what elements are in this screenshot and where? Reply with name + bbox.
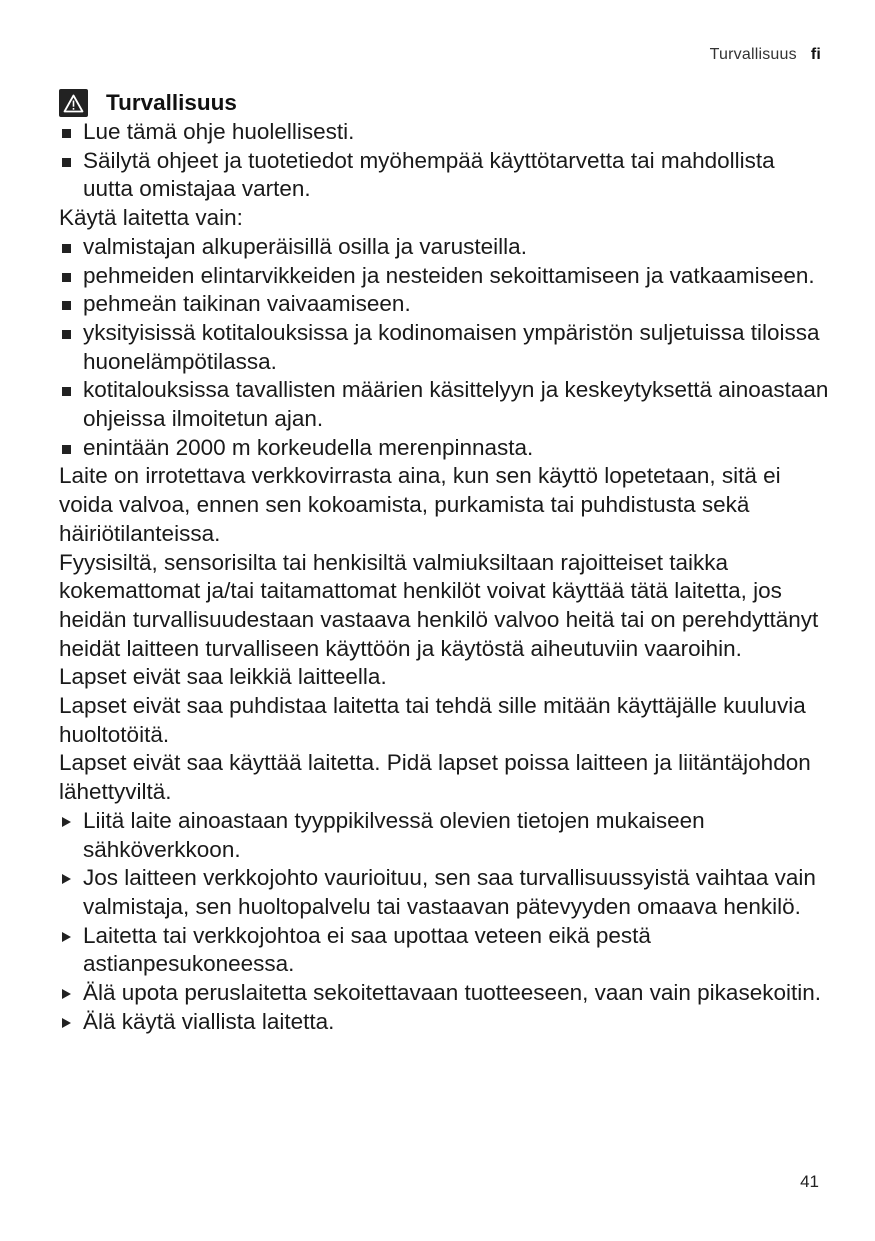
arrow-bullet-icon [62,989,71,999]
square-bullet-icon [62,445,71,454]
arrow-bullet-icon [62,874,71,884]
instruction-item [59,864,829,921]
paragraph: Fyysisiltä, sensorisilta tai henkisiltä valmiuksiltaan rajoitteiset taikka kokemattomat ja/tai taitamattomat henkilöt voivat käyttää tätä laitetta, jos heidän turvallisuudestaan vastaava henkilö valvoo heitä tai on perehdyttänyt heidät laitteen turvalliseen käyttöön ja käytöstä aiheutuviin vaaroihin. [59,549,819,661]
arrow-bullet-icon [62,1018,71,1028]
list-item [59,262,829,291]
list-item [59,233,829,262]
square-bullet-icon [62,244,71,253]
instruction-item [59,922,829,979]
header-language-code: fi [810,46,821,63]
square-bullet-icon [62,330,71,339]
list-item-text: pehmeän taikinan vaivaamiseen. [83,291,411,317]
square-bullet-icon [62,273,71,282]
list-item-text: Säilytä ohjeet ja tuotetiedot myöhempää käyttötarvetta tai mahdollista uutta omistajaa varten. [83,147,775,202]
safety-section [59,88,829,1037]
paragraph: Käytä laitetta vain: [59,205,243,231]
arrow-bullet-icon [62,817,71,827]
warning-icon [59,89,88,117]
instruction-text: Liitä laite ainoastaan tyyppikilvessä olevien tietojen mukaiseen sähköverkkoon. [83,807,705,862]
instruction-item [59,1008,829,1037]
instruction-item [59,979,829,1008]
square-bullet-icon [62,129,71,138]
arrow-bullet-icon [62,932,71,942]
list-item [59,147,829,204]
page-number: 41 [800,1172,819,1191]
list-item-text: valmistajan alkuperäisillä osilla ja varusteilla. [83,233,527,259]
list-item-text: kotitalouksissa tavallisten määrien käsittelyyn ja keskeytyksettä ainoastaan ohjeissa ilmoitetun ajan. [83,377,829,432]
square-bullet-icon [62,301,71,310]
header-section-title: Turvallisuus [709,46,797,63]
paragraph: Lapset eivät saa käyttää laitetta. Pidä lapset poissa laitteen ja liitäntäjohdon lähettyviltä. [59,750,811,805]
instruction-text: Älä upota peruslaitetta sekoitettavaan tuotteeseen, vaan vain pikasekoitin. [83,980,821,1006]
instruction-text: Älä käytä viallista laitetta. [83,1008,335,1034]
section-title: Turvallisuus [106,89,237,115]
instruction-item [59,807,829,864]
running-header [710,46,821,64]
square-bullet-icon [62,158,71,167]
instruction-text: Laitetta tai verkkojohtoa ei saa upottaa veteen eikä pestä astianpesukoneessa. [83,922,651,977]
paragraph: Lapset eivät saa leikkiä laitteella. [59,664,387,690]
paragraph: Laite on irrotettava verkkovirrasta aina, kun sen käyttö lopetetaan, sitä ei voida valvoa, ennen sen kokoamista, purkamista tai puhdistusta sekä häiriötilanteissa. [59,463,781,546]
list-item-text: yksityisissä kotitalouksissa ja kodinomaisen ympäristön suljetuissa tiloissa huonelämpötilassa. [83,319,820,374]
paragraph: Lapset eivät saa puhdistaa laitetta tai tehdä sille mitään käyttäjälle kuuluvia huoltotöitä. [59,693,806,747]
list-item [59,376,829,433]
list-item-text: pehmeiden elintarvikkeiden ja nesteiden sekoittamiseen ja vatkaamiseen. [83,262,815,288]
list-item-text: Lue tämä ohje huolellisesti. [83,119,355,144]
list-item [59,434,829,463]
list-item-text: enintään 2000 m korkeudella merenpinnasta. [83,434,534,460]
list-item [59,319,829,376]
instruction-text: Jos laitteen verkkojohto vaurioituu, sen saa turvallisuussyistä vaihtaa vain valmistaja, sen huoltopalvelu tai vastaavan pätevyyden omaava henkilö. [83,865,816,919]
list-item [59,290,829,319]
list-item [59,118,829,147]
section-heading [59,88,829,118]
square-bullet-icon [62,387,71,396]
